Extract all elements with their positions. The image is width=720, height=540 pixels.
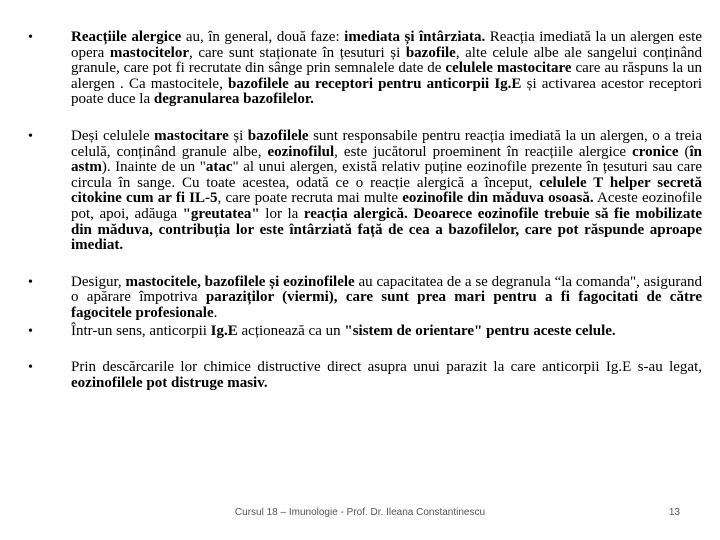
- bold-text-run: mastocitare: [154, 127, 229, 144]
- bold-text-run: imediata și întârziata.: [344, 29, 486, 45]
- bold-text-run: mastocitelor: [109, 44, 190, 61]
- list-item: [28, 129, 702, 254]
- paragraph-2: [71, 129, 702, 254]
- bold-text-run: celulele mastocitare: [445, 60, 572, 77]
- bold-text-run: mastocitele, bazofilele și eozinofilele: [125, 273, 355, 290]
- bold-text-run: în astm: [71, 143, 703, 176]
- text-run: (: [678, 143, 690, 160]
- bold-text-run: eozinofilele pot distruge masiv.: [71, 374, 268, 391]
- bold-text-run: eozinofilul: [267, 143, 335, 160]
- paragraph-4: [71, 324, 702, 340]
- bullet-icon: •: [28, 274, 33, 290]
- text-run: lor la: [259, 205, 304, 222]
- text-run: , care sunt staționate în țesuturi și: [189, 44, 406, 61]
- text-run: au capacitatea de a se degranula “la comanda", asigurand o apărare împotriva: [71, 273, 702, 306]
- text-run: și: [228, 127, 248, 144]
- text-run: , este jucătorul proeminent în reacțiile alergice: [334, 143, 633, 160]
- page-number: 13: [668, 507, 680, 518]
- text-run: Prin descărcarile lor chimice distructive direct asupra unui parazit la care anticorpii Ig.E s-au legat,: [71, 359, 702, 376]
- bold-text-run: bazofile: [405, 44, 456, 61]
- text-run: Desigur,: [71, 273, 126, 290]
- list-item: [28, 360, 702, 391]
- text-run: și activarea acestor receptori poate duce la: [71, 75, 702, 108]
- bullet-list: [28, 30, 702, 391]
- bold-text-run: atac: [205, 159, 233, 176]
- text-run: care au răspuns la un alergen . Ca mastocitele,: [71, 60, 703, 92]
- text-run: Aceste eozinofile pot, apoi, adăuga: [71, 190, 702, 222]
- bold-text-run: paraziților (viermi), care sunt prea mari pentru a fi fagocitati de către fagocitele profesionale: [71, 289, 702, 321]
- bold-text-run: bazofilele au receptori pentru anticorpii Ig.E: [228, 75, 522, 92]
- bullet-icon: •: [28, 323, 33, 339]
- paragraph-1: [71, 30, 702, 108]
- bold-text-run: reacția alergică. Deoarece eozinofile trebuie să fie mobilizate din măduva, contribuția lor este întârziată față de cea a bazofilelor, care pot răspunde aproape imediat.: [71, 205, 702, 254]
- bold-text-run: Reacțiile alergice: [71, 29, 182, 45]
- text-run: " al unui alergen, există relativ puține eozinofile prezente în țesuturi sau care circula în sange. Cu toate acestea, odată ce o reacție alergică a început,: [71, 159, 702, 191]
- paragraph-5: [71, 360, 702, 391]
- bold-text-run: degranularea bazofilelor.: [153, 91, 314, 108]
- bold-text-run: cronice: [632, 143, 679, 160]
- bullet-icon: •: [28, 360, 33, 376]
- text-run: .: [213, 304, 218, 321]
- text-run: ). Inainte de un ": [101, 159, 206, 176]
- bold-text-run: Ig.E: [210, 322, 238, 339]
- text-run: Reacția imediată la un alergen este opera: [71, 29, 702, 61]
- text-run: Într-un sens, anticorpii: [71, 322, 211, 339]
- text-run: au, în general, două faze:: [181, 29, 345, 45]
- bold-text-run: eozinofile din măduva osoasă.: [402, 190, 594, 207]
- text-run: , alte celule albe ale sangelui conținând granule, care pot fi recrutate din sânge prin semnalele date de: [71, 44, 703, 77]
- text-run: , care poate recruta mai multe: [217, 190, 403, 207]
- list-item: [28, 30, 702, 108]
- bold-text-run: bazofilele: [247, 127, 309, 144]
- bold-text-run: "greutatea": [182, 205, 260, 222]
- bold-text-run: "sistem de orientare" pentru aceste celule.: [344, 322, 616, 339]
- bullet-icon: •: [28, 30, 33, 45]
- footer-text: Cursul 18 – Imunologie - Prof. Dr. Ileana Constantinescu: [234, 507, 486, 518]
- text-run: sunt responsabile pentru reacția imediată la un alergen, o a treia celulă, conținând granule albe,: [71, 127, 702, 160]
- text-run: Deși celulele: [71, 127, 155, 144]
- text-run: acționează ca un: [237, 322, 345, 339]
- footer: [0, 507, 720, 523]
- bullet-icon: •: [28, 128, 33, 144]
- paragraph-3: [71, 275, 702, 322]
- list-item: [28, 324, 702, 340]
- list-item: [28, 275, 702, 322]
- bold-text-run: celulele T helper secretă citokine cum ar fi IL-5: [71, 174, 702, 207]
